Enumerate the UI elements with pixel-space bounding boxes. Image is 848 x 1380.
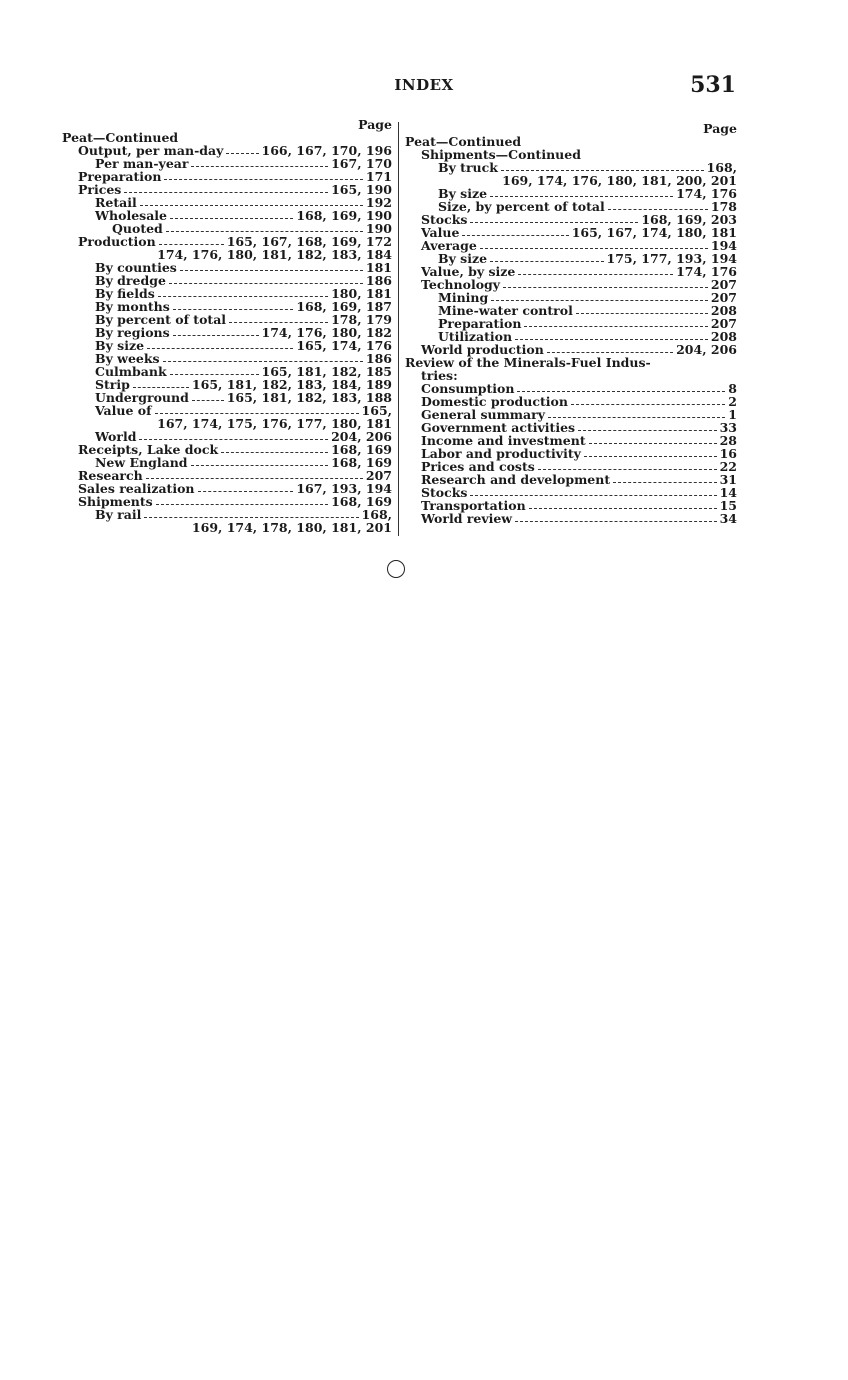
index-entry-term: Underground: [95, 390, 189, 405]
index-entry-pages: 169, 174, 178, 180, 181, 201: [191, 520, 392, 535]
index-entry-term: By size: [438, 186, 488, 201]
index-entry-term: Value, by size: [421, 264, 516, 279]
index-entry-pages: 166, 167, 170, 196: [261, 143, 392, 158]
index-entry-term: Stocks: [421, 485, 468, 500]
dot-leader: [584, 456, 717, 457]
dot-leader: [133, 387, 189, 388]
dot-leader: [589, 443, 717, 444]
index-entry-pages: 204, 206: [676, 342, 737, 357]
index-entry-term: Retail: [95, 195, 137, 210]
index-entry-term: Culmbank: [95, 364, 167, 379]
dot-leader: [147, 348, 293, 349]
index-entry-term: Size, by percent of total: [438, 199, 605, 214]
dot-leader: [226, 153, 258, 154]
dot-leader: [158, 296, 328, 297]
index-entries-right: [405, 135, 737, 525]
dot-leader: [173, 309, 294, 310]
index-entry-pages: 168, 169, 190: [296, 208, 392, 223]
dot-leader: [144, 517, 358, 518]
index-entry-term: By size: [95, 338, 145, 353]
index-entry-pages: 207: [710, 277, 737, 292]
page-number: 531: [690, 72, 736, 98]
dot-leader: [124, 192, 328, 193]
index-entry-pages: 31: [719, 472, 737, 487]
index-entry-term: New England: [95, 455, 188, 470]
dot-leader: [608, 209, 708, 210]
index-entry-pages: 34: [719, 511, 737, 526]
index-entry-pages: 168,: [706, 160, 737, 175]
index-entry-term: Consumption: [421, 381, 515, 396]
index-entry-term: Value of: [95, 403, 152, 418]
dot-leader: [470, 222, 638, 223]
index-entry-term: Preparation: [78, 169, 162, 184]
index-column-right: [405, 118, 737, 525]
dot-leader: [159, 244, 224, 245]
index-entry-pages: 207: [710, 290, 737, 305]
dot-leader: [156, 504, 328, 505]
index-entry-term: By fields: [95, 286, 155, 301]
index-entry-term: Peat—Continued: [62, 130, 179, 145]
dot-leader: [470, 495, 716, 496]
index-entry-term: World: [95, 429, 137, 444]
dot-leader: [491, 300, 708, 301]
index-entry-pages: 168, 169, 203: [641, 212, 737, 227]
index-entry-pages: 14: [719, 485, 737, 500]
index-entry-term: Quoted: [112, 221, 163, 236]
dot-leader: [221, 452, 328, 453]
index-entry-pages: 28: [719, 433, 737, 448]
index-entry-pages: 165, 181, 182, 183, 184, 189: [191, 377, 392, 392]
dot-leader: [548, 417, 725, 418]
index-entry-pages: 174, 176, 180, 181, 182, 183, 184: [157, 247, 392, 262]
index-entry-term: Transportation: [421, 498, 526, 513]
dot-leader: [229, 322, 328, 323]
index-entry-term: Wholesale: [95, 208, 168, 223]
index-entry-pages: 207: [710, 316, 737, 331]
dot-leader: [139, 439, 328, 440]
index-entry-pages: 165, 190: [331, 182, 392, 197]
index-entry: [405, 512, 737, 525]
index-entry-term: Preparation: [438, 316, 522, 331]
index-entry-pages: 165, 181, 182, 185: [261, 364, 392, 379]
page-column-label: Page: [358, 117, 392, 132]
index-entry-term: By dredge: [95, 273, 166, 288]
index-entry-term: tries:: [421, 368, 458, 383]
index-entry-pages: 167, 174, 175, 176, 177, 180, 181: [157, 416, 392, 431]
index-entry-pages: 178, 179: [331, 312, 392, 327]
index-entry-pages: 186: [365, 273, 392, 288]
index-entry-term: Receipts, Lake dock: [78, 442, 219, 457]
dot-leader: [578, 430, 717, 431]
index-entry-pages: 168,: [361, 507, 392, 522]
dot-leader: [163, 361, 363, 362]
dot-leader: [571, 404, 725, 405]
index-entry-term: Income and investment: [421, 433, 586, 448]
index-entry-term: Mining: [438, 290, 489, 305]
dot-leader: [515, 339, 708, 340]
index-entry-term: Utilization: [438, 329, 513, 344]
index-entry-pages: 165, 174, 176: [296, 338, 392, 353]
index-entry-term: Strip: [95, 377, 130, 392]
index-entry-term: Review of the Minerals-Fuel Indus-: [405, 355, 651, 370]
dot-leader: [170, 218, 293, 219]
index-entry-pages: 168, 169: [331, 494, 392, 509]
index-entry-term: By percent of total: [95, 312, 227, 327]
index-entry-term: Domestic production: [421, 394, 568, 409]
index-entry-pages: 168, 169, 187: [296, 299, 392, 314]
index-entry-term: By counties: [95, 260, 177, 275]
running-head-title: INDEX: [394, 76, 454, 94]
dot-leader: [490, 196, 673, 197]
index-entry-pages: 168, 169: [331, 455, 392, 470]
index-entry-term: Value: [421, 225, 460, 240]
index-entry-term: Research and development: [421, 472, 611, 487]
index-entry-pages: 165, 181, 182, 183, 188: [226, 390, 392, 405]
index-entry-pages: 207: [365, 468, 392, 483]
index-entry-pages: 178: [710, 199, 737, 214]
index-entry-term: Average: [421, 238, 477, 253]
index-entry-pages: 208: [710, 303, 737, 318]
index-entry-pages: 2: [728, 394, 737, 409]
index-entries-left: [62, 131, 392, 534]
index-entry-term: Research: [78, 468, 143, 483]
index-entry-pages: 190: [365, 221, 392, 236]
index-entry-term: Peat—Continued: [405, 134, 522, 149]
dot-leader: [191, 166, 328, 167]
index-entry-pages: 194: [710, 238, 737, 253]
dot-leader: [140, 205, 363, 206]
index-entry-pages: 192: [365, 195, 392, 210]
dot-leader: [517, 391, 725, 392]
index-entry-term: Technology: [421, 277, 501, 292]
dot-leader: [503, 287, 708, 288]
index-entry-term: Labor and productivity: [421, 446, 581, 461]
index-entry-pages: 165, 167, 174, 180, 181: [571, 225, 737, 240]
index-entry-pages: 208: [710, 329, 737, 344]
dot-leader: [170, 374, 259, 375]
dot-leader: [576, 313, 708, 314]
index-entry-pages: 204, 206: [331, 429, 392, 444]
dot-leader: [547, 352, 673, 353]
dot-leader: [462, 235, 568, 236]
dot-leader: [524, 326, 707, 327]
index-entry-pages: 15: [719, 498, 737, 513]
index-entry-term: By rail: [95, 507, 142, 522]
index-entry-term: Shipments—Continued: [421, 147, 581, 162]
index-entry-pages: 181: [365, 260, 392, 275]
index-entry-term: Output, per man-day: [78, 143, 224, 158]
index-entry-term: World review: [421, 511, 513, 526]
dot-leader: [538, 469, 717, 470]
index-entry-pages: 167, 193, 194: [296, 481, 392, 496]
dot-leader: [529, 508, 717, 509]
index-entry-pages: 174, 176, 180, 182: [261, 325, 392, 340]
index-entry-term: By months: [95, 299, 170, 314]
index-entry-term: By regions: [95, 325, 170, 340]
dot-leader: [155, 413, 359, 414]
dot-leader: [166, 231, 363, 232]
index-column-left: [62, 118, 392, 534]
dot-leader: [501, 170, 704, 171]
index-entry-term: By weeks: [95, 351, 160, 366]
index-entry-term: Mine-water control: [438, 303, 573, 318]
index-entry-pages: 174, 176: [676, 186, 737, 201]
index-entry-term: World production: [421, 342, 544, 357]
index-entry-term: By size: [438, 251, 488, 266]
index-entry-pages: 165,: [361, 403, 392, 418]
dot-leader: [164, 179, 362, 180]
index-entry-term: Shipments: [78, 494, 153, 509]
index-entry-pages: 180, 181: [331, 286, 392, 301]
page-column-label: Page: [703, 121, 737, 136]
dot-leader: [613, 482, 716, 483]
index-entry-pages: 165, 167, 168, 169, 172: [226, 234, 392, 249]
dot-leader: [490, 261, 603, 262]
index-entry-pages: 169, 174, 176, 180, 181, 200, 201: [502, 173, 737, 188]
index-entry-pages: 33: [719, 420, 737, 435]
index-entry-pages: 16: [719, 446, 737, 461]
dot-leader: [515, 521, 717, 522]
dot-leader: [169, 283, 363, 284]
index-entry-pages: 171: [365, 169, 392, 184]
index-entry-pages: 1: [728, 407, 737, 422]
index-entry-term: By truck: [438, 160, 498, 175]
dot-leader: [180, 270, 363, 271]
index-entry-term: Government activities: [421, 420, 576, 435]
index-entry-pages: 174, 176: [676, 264, 737, 279]
index-entry-term: Prices and costs: [421, 459, 535, 474]
index-entry-pages: 22: [719, 459, 737, 474]
index-entry-term: Sales realization: [78, 481, 195, 496]
dot-leader: [191, 465, 329, 466]
index-entry-pages: 167, 170: [331, 156, 392, 171]
index-entry-term: Per man-year: [95, 156, 189, 171]
index-entry-pages: 175, 177, 193, 194: [606, 251, 737, 266]
dot-leader: [146, 478, 363, 479]
index-entry-pages: 186: [365, 351, 392, 366]
index-entry-term: Stocks: [421, 212, 468, 227]
index-entry-term: Production: [78, 234, 156, 249]
dot-leader: [480, 248, 708, 249]
index-entry: [62, 521, 392, 534]
dot-leader: [198, 491, 294, 492]
index-entry-pages: 8: [728, 381, 737, 396]
dot-leader: [518, 274, 673, 275]
dot-leader: [173, 335, 259, 336]
column-divider: [398, 122, 399, 536]
printer-mark-circle: [387, 560, 405, 578]
index-entry-term: General summary: [421, 407, 545, 422]
index-entry-pages: 168, 169: [331, 442, 392, 457]
dot-leader: [192, 400, 224, 401]
index-entry-term: Prices: [78, 182, 122, 197]
